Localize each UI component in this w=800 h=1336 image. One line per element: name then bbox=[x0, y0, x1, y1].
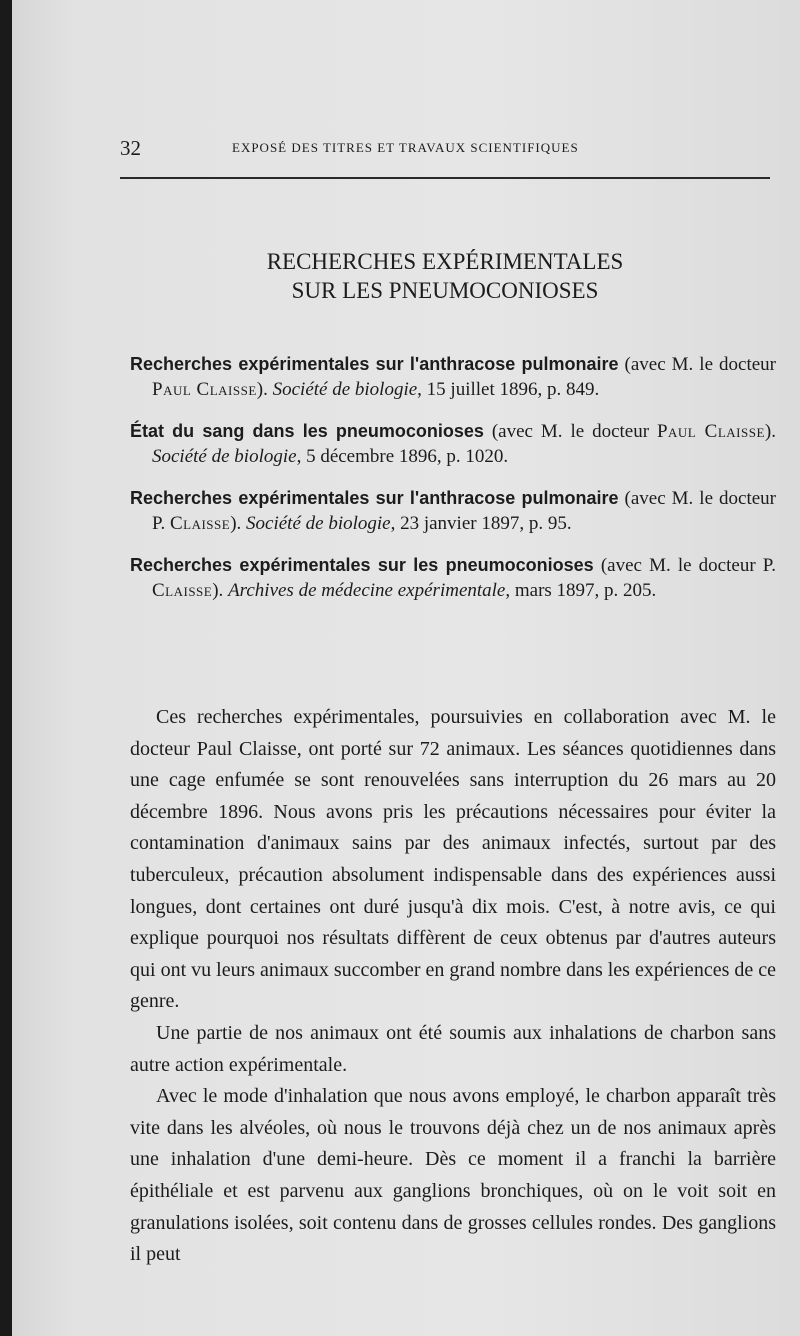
running-header bbox=[118, 136, 768, 158]
body-paragraph: Avec le mode d'inhalation que nous avons employé, le charbon apparaît très vite dans les alvéoles, où nous le trouvons déjà chez un de nos animaux après une inhalation d'une demi-heure. Dès ce moment il a franchi la barrière épithéliale et est parvenu aux ganglions bronchiques, où on le voit soit en granulations isolées, soit contenu dans de grosses cellules rondes. Des ganglions il peut bbox=[130, 1085, 776, 1266]
reference-title: Recherches expérimentales sur l'anthracose pulmonaire bbox=[130, 488, 619, 508]
reference-list bbox=[130, 352, 776, 620]
reference-title: Recherches expérimentales sur l'anthracose pulmonaire bbox=[130, 354, 619, 374]
reference-item bbox=[130, 352, 776, 402]
reference-author: Claisse bbox=[169, 513, 231, 534]
reference-journal: Archives de médecine expérimentale bbox=[228, 580, 506, 601]
reference-item bbox=[130, 553, 776, 603]
body-paragraph: Ces recherches expérimentales, poursuivies en collaboration avec M. le docteur Paul Claisse, ont porté sur 72 animaux. Les séances quotidiennes dans une cage enfumée se sont renouvelées sans interruption du 26 mars au 20 décembre 1896. Nous avons pris les précautions nécessaires pour éviter la contamination d'animaux sains par des animaux infectés, surtout par des tuberculeux, précaution absolument indispensable dans des expériences aussi longues, dont certaines ont duré jusqu'à dix mois. C'est, à notre avis, ce qui explique pourquoi nos résultats diffèrent de ceux obtenus par d'autres auteurs qui ont vu leurs animaux succomber en grand nombre dans les expériences de ce genre. bbox=[130, 706, 776, 1013]
reference-author: Claisse bbox=[152, 580, 213, 601]
reference-collaboration: (avec M. le docteur bbox=[618, 354, 776, 375]
reference-date-page: , 15 juillet 1896, p. 849. bbox=[417, 379, 600, 400]
reference-collaboration: (avec M. le docteur bbox=[483, 421, 657, 442]
reference-collaboration: (avec M. le docteur P. bbox=[152, 488, 776, 534]
reference-date-page: , 23 janvier 1897, p. 95. bbox=[390, 513, 572, 534]
body-paragraph: Une partie de nos animaux ont été soumis aux inhalations de charbon sans autre action expérimentale. bbox=[130, 1021, 776, 1076]
header-rule bbox=[120, 177, 770, 179]
reference-journal: Société de biologie bbox=[272, 379, 418, 400]
section-title bbox=[120, 247, 770, 305]
reference-item bbox=[130, 486, 776, 536]
reference-item bbox=[130, 419, 776, 469]
reference-date-page: , 5 décembre 1896, p. 1020. bbox=[296, 446, 509, 467]
reference-date-page: , mars 1897, p. 205. bbox=[505, 580, 657, 601]
reference-separator: ). bbox=[230, 513, 247, 534]
reference-journal: Société de biologie bbox=[246, 513, 391, 534]
reference-title: Recherches expérimentales sur les pneumoconioses bbox=[130, 555, 594, 575]
reference-separator: ). bbox=[764, 421, 776, 442]
body-text bbox=[130, 702, 776, 1271]
reference-separator: ). bbox=[212, 580, 229, 601]
reference-separator: ). bbox=[256, 379, 273, 400]
section-title-line-2: SUR LES PNEUMOCONIOSES bbox=[291, 278, 599, 303]
reference-journal: Société de biologie bbox=[152, 446, 297, 467]
reference-collaboration: (avec M. le docteur P. bbox=[593, 555, 776, 576]
running-title: EXPOSÉ DES TITRES ET TRAVAUX SCIENTIFIQUES bbox=[232, 140, 579, 155]
reference-author: Paul Claisse bbox=[152, 379, 257, 400]
book-page bbox=[12, 0, 800, 1336]
page-number: 32 bbox=[120, 136, 141, 160]
reference-author: Paul Claisse bbox=[656, 421, 765, 442]
reference-title: État du sang dans les pneumoconioses bbox=[130, 421, 484, 441]
section-title-line-1: RECHERCHES EXPÉRIMENTALES bbox=[266, 249, 624, 274]
